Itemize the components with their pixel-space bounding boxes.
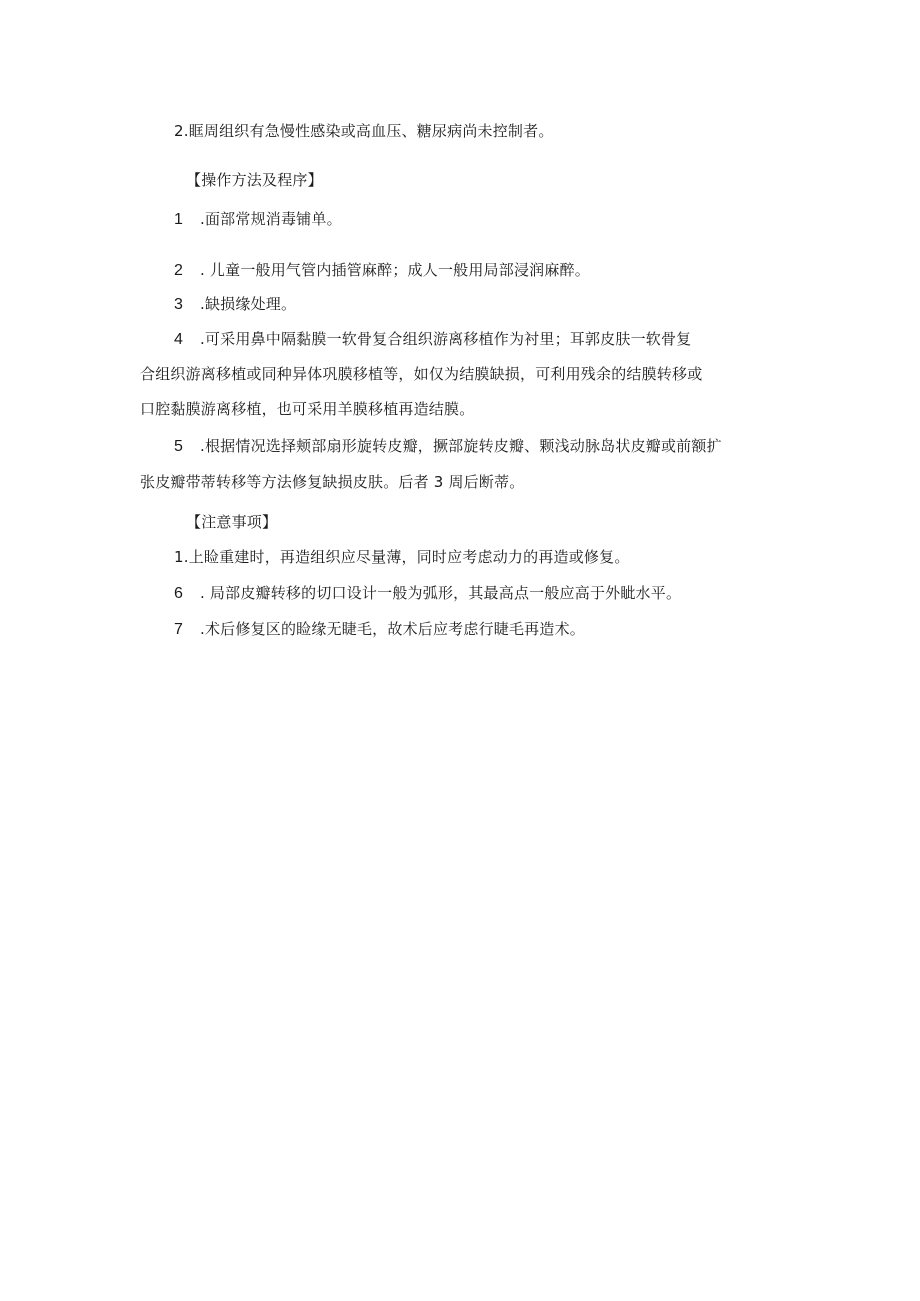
item-number: 4 — [174, 331, 184, 348]
item-text: .术后修复区的睑缘无睫毛，故术后应考虑行睫毛再造术。 — [200, 620, 585, 638]
procedure-heading: 【操作方法及程序】 — [186, 171, 323, 189]
procedure-item-4 — [174, 329, 691, 350]
item-number: 1 — [174, 211, 184, 228]
item-text: . 局部皮瓣转移的切口设计一般为弧形，其最高点一般应高于外眦水平。 — [200, 584, 682, 602]
item-number: 2 — [174, 262, 184, 279]
item-text: .面部常规消毒铺单。 — [200, 210, 342, 228]
notes-heading: 【注意事项】 — [186, 513, 278, 531]
procedure-item-1 — [174, 209, 342, 230]
contraindication-item-2: 2.眶周组织有急慢性感染或高血压、糖尿病尚未控制者。 — [174, 122, 554, 140]
item-text: . 儿童一般用气管内插管麻醉；成人一般用局部浸润麻醉。 — [200, 261, 590, 279]
item-number: 7 — [174, 621, 184, 638]
item-number: 3 — [174, 296, 184, 313]
notes-item-1: 1.上睑重建时，再造组织应尽量薄，同时应考虑动力的再造或修复。 — [174, 548, 630, 566]
item-text: .根据情况选择颊部扇形旋转皮瓣，撅部旋转皮瓣、颗浅动脉岛状皮瓣或前额扩 — [200, 437, 722, 455]
procedure-item-4-continued: 合组织游离移植或同种异体巩膜移植等，如仅为结膜缺损，可利用残余的结膜转移或 — [140, 365, 703, 383]
item-number: 5 — [174, 438, 184, 455]
notes-item-3 — [174, 619, 585, 640]
procedure-item-3 — [174, 294, 296, 315]
notes-item-2 — [174, 583, 681, 604]
procedure-item-4-continued: 口腔黏膜游离移植，也可采用羊膜移植再造结膜。 — [140, 400, 475, 418]
procedure-item-5 — [174, 436, 722, 457]
item-text: .可采用鼻中隔黏膜一软骨复合组织游离移植作为衬里；耳郭皮肤一软骨复 — [200, 330, 692, 348]
item-number: 6 — [174, 585, 184, 602]
procedure-item-2 — [174, 260, 590, 281]
item-text: .缺损缘处理。 — [200, 295, 297, 313]
procedure-item-5-continued: 张皮瓣带蒂转移等方法修复缺损皮肤。后者 3 周后断蒂。 — [140, 473, 525, 491]
